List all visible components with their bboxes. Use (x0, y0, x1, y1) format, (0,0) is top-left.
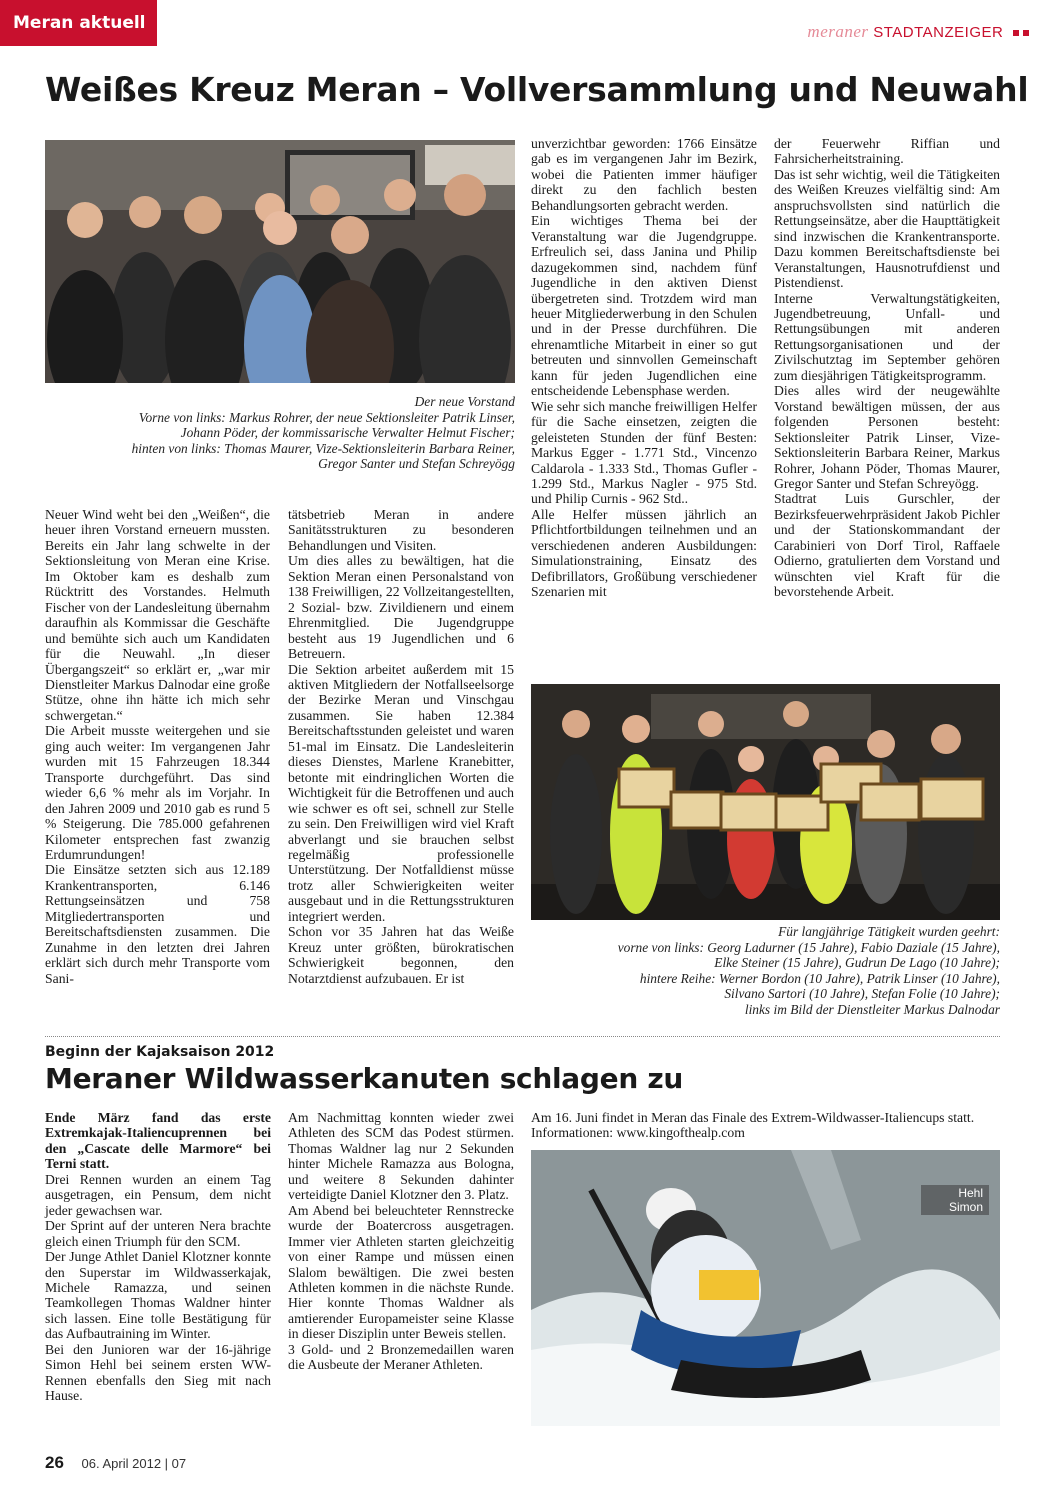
section-tag: Meran aktuell (0, 0, 157, 46)
masthead-bold: STADTANZEIGER (873, 24, 1004, 41)
article2-title: Meraner Wildwasserkanuten schlagen zu (45, 1062, 684, 1095)
paragraph: Die Sektion arbeitet außerdem mit 15 aktiven Mitgliedern der Notfallseelsorge der Bezirke Meran und Vinschgau zusammen. Sie haben 12.384 Bereitschaftsstunden geleistet und waren 51-mal im Einsatz. Die Landesleiterin dieses Dienstes, Marlene Kranebitter, betonte mit eindringlichen Worten die Wichtigkeit für die Betroffenen und auch wie schwer es oft sei, schnell zur Stelle zu sein. Den Freiwilligen wird viel Kraft abverlangt und sie brauchen selbst regelmäßig professionelle Unterstützung. Der Notfalldienst müsse trotz aller Schwierigkeiten weiter ausgebaut und in die Rettungsstrukturen integriert werden. (288, 661, 514, 924)
paragraph: Schon vor 35 Jahren hat das Weiße Kreuz unter größten, bürokratischen Schwierigkeit begonnen, den Notarztdienst aufzubauen. Er ist (288, 924, 514, 986)
caption-line: hintere Reihe: Werner Bordon (10 Jahre), Patrik Linser (10 Jahre), (639, 970, 1000, 986)
caption-line: Gregor Santer und Stefan Schreyögg (318, 456, 515, 472)
kayak-photo (531, 1150, 1000, 1426)
board-group-photo (45, 140, 515, 383)
paragraph: der Feuerwehr Riffian und Fahrsicherheitstraining. (774, 136, 1000, 167)
paragraph: Neuer Wind weht bei den „Weißen“, die heuer ihren Vorstand erneuern mussten. Bereits ein Jahr lang schwelte in der Sektionsleitung von Meran eine Krise. Im Oktober kam es deshalb zum Rücktritt des Vorstandes. Helmuth Fischer von der Landesleitung übernahm daraufhin als Kommissar die Geschäfte und bemühte sich auch um Kandidaten für die Neuwahl. „In dieser Übergangszeit“ so erklärt er, „war mir Dienstleiter Markus Dalnodar eine große Stütze, ohne ihn hätte ich mich sehr schwergetan.“ (45, 507, 270, 723)
article-column-4 (774, 136, 1000, 600)
paragraph: Der Sprint auf der unteren Nera brachte gleich einen Triumph für den SCM. (45, 1218, 271, 1249)
paragraph: 3 Gold- und 2 Bronzemedaillen waren die Ausbeute der Meraner Athleten. (288, 1341, 514, 1373)
paragraph: Stadtrat Luis Gurschler, der Bezirksfeuerwehrpräsident Jakob Pichler und der Stationskommandant der Carabinieri von Dorf Tirol, Raffaele Odierno, gratulierten dem Vorstand und wünschten viel Kraft für die bevorstehende Arbeit. (774, 491, 1000, 600)
paragraph: Interne Verwaltungstätigkeiten, Jugendbetreuung, Unfall- und Rettungsübungen mit anderen Rettungsorganisationen und der Zivilschutztag im September gehören zum diesjährigen Tätigkeitsprogramm. (774, 290, 1000, 383)
article-column-2 (288, 507, 514, 986)
paragraph: Die Arbeit musste weitergehen und sie ging auch weiter: Im vergangenen Jahr wurden mit 15 Fahrzeugen 18.344 Transporte durchgeführt. Das sind wieder 6,6 % mehr als im Vorjahr. In den Jahren 2009 und 2010 gab es rund 5 % Steigerung. Die 785.000 gefahrenen Kilometer entsprechen fast zwanzig Erdumrundungen! (45, 723, 270, 862)
lead-paragraph (45, 1110, 271, 1172)
caption-line: vorne von links: Georg Ladurner (15 Jahre), Fabio Daziale (15 Jahre), (617, 939, 1000, 955)
paragraph: Das ist sehr wichtig, weil die Tätigkeiten des Weißen Kreuzes vielfältig sind: Am anspruchsvollsten sind natürlich die Rettungseinsätze, aber die Haupttätigkeit sind inzwischen die Krankentransporte. Dazu kommen Bereitschaftsdienste bei Veranstaltungen, Hausnotrufdienst und Pistendienst. (774, 166, 1000, 291)
caption-line: hinten von links: Thomas Maurer, Vize-Sektionsleiterin Barbara Reiner, (131, 440, 515, 456)
caption-line: Johann Pöder, der kommissarische Verwalter Helmut Fischer; (180, 425, 515, 441)
caption-line: Vorne von links: Markus Rohrer, der neue Sektionsleiter Patrik Linser, (138, 409, 515, 425)
paragraph: Am 16. Juni findet in Meran das Finale des Extrem-Wildwasser-Italiencups statt. Informationen: www.kingofthealp.com (531, 1110, 975, 1141)
section-divider (45, 1036, 1000, 1037)
article2-column-2 (288, 1110, 514, 1373)
paragraph: Der Junge Athlet Daniel Klotzner konnte den Superstar im Wildwasserkajak, Michele Ramazza, und seinen Teamkollegen Thomas Waldner hinter sich lassen. Eine tolle Bestätigung für das Aufbautraining im Winter. (45, 1249, 271, 1342)
masthead-dot (1013, 30, 1019, 36)
paragraph: Am Nachmittag konnten wieder zwei Athleten des SCM das Podest stürmen. Thomas Waldner lag nur 2 Sekunden hinter Michele Ramazza aus Bologna, und weitere 8 Sekunden dahinter verteidigte Daniel Klotzner den 3. Platz. (288, 1110, 514, 1203)
article-title: Weißes Kreuz Meran – Vollversammlung und Neuwahl (45, 70, 1029, 109)
article2-column-1 (45, 1110, 271, 1404)
article-column-3 (531, 136, 757, 600)
caption-line: Silvano Sartori (10 Jahre), Stefan Folie (10 Jahre); (724, 986, 1000, 1002)
article2-kicker: Beginn der Kajaksaison 2012 (45, 1044, 275, 1060)
paragraph: tätsbetrieb Meran in andere Sanitätsstrukturen zu besonderen Behandlungen und Visiten. (288, 507, 514, 553)
caption-line: Für langjährige Tätigkeit wurden geehrt: (778, 924, 1000, 939)
paragraph: Alle Helfer müssen jährlich an Pflichtfortbildungen teilnehmen und an verschiedenen anderen Ausbildungen: Simulationstraining, Einsatz des Defibrillators, Großübung verschiedener Szenarien mit (531, 506, 757, 600)
paragraph: Bei den Junioren war der 16-jährige Simon Hehl bei seinem ersten WW-Rennen ebenfalls den Sieg mit nach Hause. (45, 1341, 271, 1404)
photo2-caption (531, 924, 1000, 1018)
photo1-caption (45, 394, 515, 472)
paragraph: Am Abend bei beleuchteter Rennstrecke wurde der Boatercross ausgetragen. Immer vier Athleten starten gleichzeitig von einer Rampe und müssen einen Slalom bewältigen. Die zwei besten Athleten kommen in die nächste Runde. Hier konnte Thomas Waldner als amtierender Europameister seine Klasse in dieser Disziplin unter Beweis stellen. (288, 1202, 514, 1342)
paragraph: unverzichtbar geworden: 1766 Einsätze gab es im vergangenen Jahr im Bezirk, wobei die Patienten immer häufiger direkt zu den fachlich besten Behandlungsorten gebracht werden. (531, 136, 757, 213)
caption-line: Elke Steiner (15 Jahre), Gudrun De Lago (10 Jahre); (714, 955, 1000, 971)
honoured-members-photo-art (531, 684, 1000, 920)
page-footer (45, 1453, 186, 1473)
paragraph: Dies alles wird der neugewählte Vorstand bewältigen müssen, der aus folgenden Personen besteht: Sektionsleiter Patrik Linser, Vize-Sektionsleiterin Barbara Reiner, Markus Rohrer, Johann Pöder, Thomas Maurer, Gregor Santer und Stefan Schreyögg. (774, 383, 1000, 491)
issue-date: 06. April 2012 | 07 (81, 1456, 187, 1471)
paragraph: Drei Rennen wurden an einem Tag ausgetragen, ein Pensum, dem nicht jeder gewachsen war. (45, 1171, 271, 1218)
honoured-members-photo (531, 684, 1000, 920)
masthead-light: meraner (807, 22, 869, 41)
caption-line: links im Bild der Dienstleiter Markus Dalnodar (744, 1001, 1000, 1017)
paragraph: Um dies alles zu bewältigen, hat die Sektion Meran einen Personalstand von 138 Freiwilligen, 22 Vollzeitangestellten, 2 Sozial- bzw. Zivildienern und einem Ehrenmitglied. Die Jugendgruppe besteht aus 19 Jugendlichen und 6 Betreuern. (288, 553, 514, 662)
paragraph: Ein wichtiges Thema bei der Veranstaltung war die Jugendgruppe. Erfreulich sei, dass Janina und Philip dazugekommen sind, nachdem fünf Jugendliche in den aktiven Dienst übergetreten sind. Trotzdem wird man heuer Mitgliederwerbung in den Schulen und in der Presse durchführen. Die ehrenamtliche Mitarbeit in einer so gut betreuten und sinnvollen Gemeinschaft kann für jeden Jugendlichen eine entscheidende Lebensphase werden. (531, 213, 757, 399)
page-number: 26 (45, 1453, 64, 1472)
caption-line: Der neue Vorstand (414, 394, 515, 409)
paragraph: Die Einsätze setzten sich aus 12.189 Krankentransporten, 6.146 Rettungseinsätzen und 758 Mitgliedertransporten und Bereitschaftsdiensten zusammen. Die Zunahme in den letzten drei Jahren erklärt sich durch mehr Transporte vom Sani- (45, 862, 270, 986)
photo-name-label: Hehl Simon (921, 1185, 989, 1215)
article2-column-3 (531, 1110, 1000, 1141)
lead-text: Ende März fand das erste Extremkajak-Italiencuprennen bei den „Cascate delle Marmore“ bei Terni statt. (45, 1110, 271, 1172)
masthead (807, 22, 1029, 42)
article-column-1 (45, 507, 270, 986)
board-group-photo-art (45, 140, 515, 383)
masthead-dot (1023, 30, 1029, 36)
paragraph: Wie sehr sich manche freiwilligen Helfer für die Sache einsetzen, zeigten die geleisteten Stunden der fünf Besten: Markus Egger - 1.771 Std., Vincenzo Caldarola - 1.333 Std., Thomas Gufler - 1.299 Std., Markus Nagler - 975 Std. und Philip Curnis - 962 Std.. (531, 398, 757, 507)
